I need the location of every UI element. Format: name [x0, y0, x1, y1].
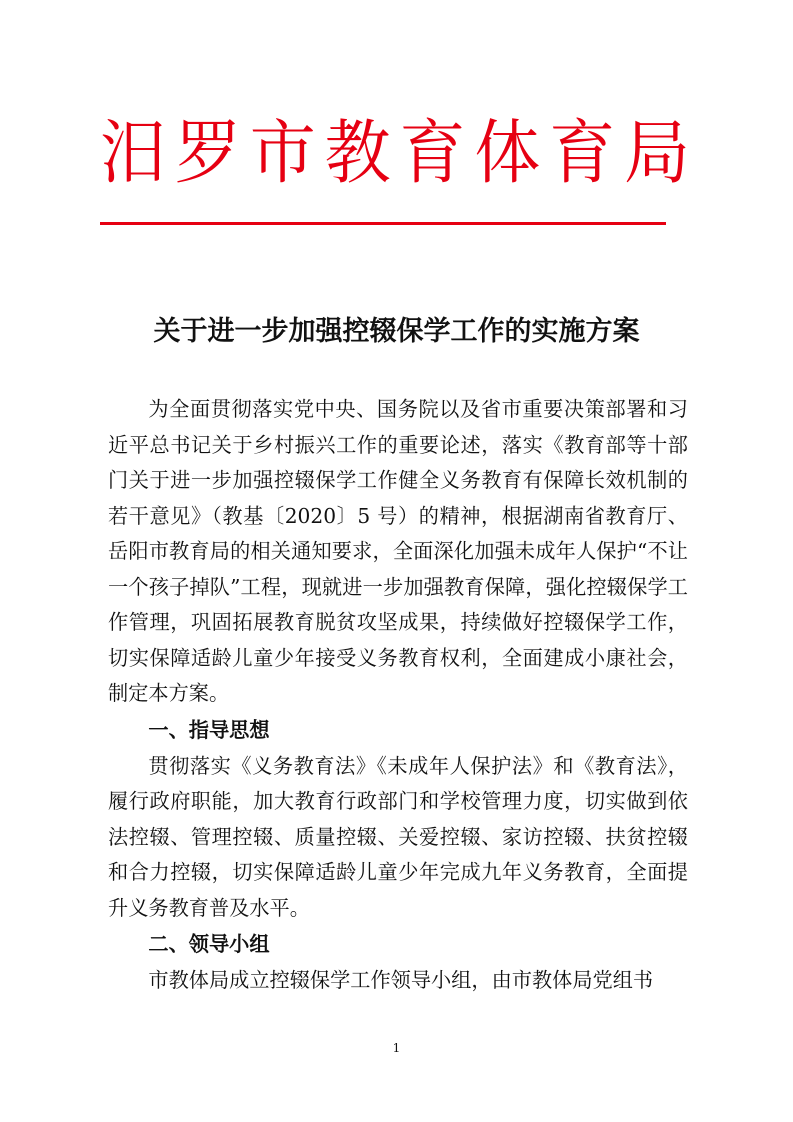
section-paragraph-leading-group: 市教体局成立控辍保学工作领导小组，由市教体局党组书	[148, 968, 654, 992]
section-paragraph-guiding-ideology: 贯彻落实《义务教育法》《未成年人保护法》和《教育法》，履行政府职能，加大教育行政部门和学校管理力度，切实做到依法控辍、管理控辍、质量控辍、关爱控辍、家访控辍、扶贫控辍和合力控辍，切实保障适龄儿童少年完成九年义务教育，全面提升义务教育普及水平。	[108, 753, 688, 920]
section-heading-guiding-ideology: 一、指导思想	[148, 717, 270, 742]
issuing-organization-header: 汨罗市教育体育局	[100, 112, 694, 194]
document-title: 关于进一步加强控辍保学工作的实施方案	[153, 316, 640, 347]
red-divider-line	[100, 222, 666, 225]
intro-paragraph: 为全面贯彻落实党中央、国务院以及省市重要决策部署和习近平总书记关于乡村振兴工作的重要论述，落实《教育部等十部门关于进一步加强控辍保学工作健全义务教育有保障长效机制的若干意见》（教基〔2020〕5 号）的精神，根据湖南省教育厅、岳阳市教育局的相关通知要求，全面深化加强未成年人保护“不让一个孩子掉队”工程，现就进一步加强教育保障，强化控辍保学工作管理，巩固拓展教育脱贫攻坚成果，持续做好控辍保学工作，切实保障适龄儿童少年接受义务教育权利，全面建成小康社会，制定本方案。	[108, 397, 688, 705]
section-heading-leading-group: 二、领导小组	[148, 932, 270, 956]
document-body	[108, 392, 688, 999]
page-number: 1	[392, 1041, 401, 1055]
